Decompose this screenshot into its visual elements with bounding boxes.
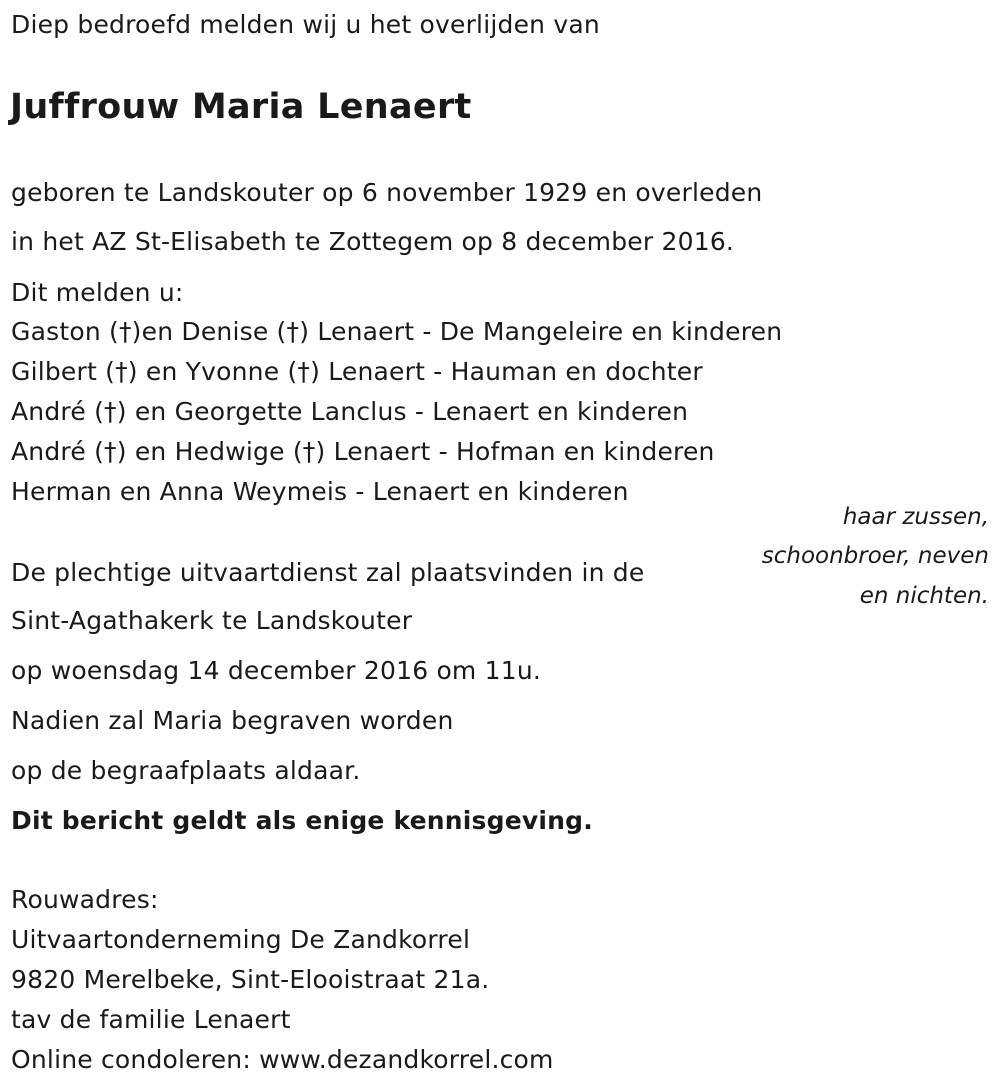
announce-label: Dit melden u: xyxy=(11,278,184,307)
relatives-note-line-1: haar zussen, xyxy=(842,504,989,530)
notice-text: Dit bericht geldt als enige kennisgeving. xyxy=(11,806,593,835)
service-line-5: op de begraafplaats aldaar. xyxy=(11,756,361,785)
relatives-note-line-3: en nichten. xyxy=(859,583,989,609)
service-line-1: De plechtige uitvaartdienst zal plaatsvinden in de xyxy=(11,558,645,587)
service-line-3: op woensdag 14 december 2016 om 11u. xyxy=(11,656,542,685)
birth-death-line-2: in het AZ St-Elisabeth te Zottegem op 8 december 2016. xyxy=(11,227,735,256)
online-condolences: Online condoleren: www.dezandkorrel.com xyxy=(11,1045,554,1074)
funeral-home-name: Uitvaartonderneming De Zandkorrel xyxy=(11,925,471,954)
address-label: Rouwadres: xyxy=(11,885,159,914)
family-line-3: André (†) en Georgette Lanclus - Lenaert en kinderen xyxy=(11,397,689,426)
relatives-note-line-2: schoonbroer, neven xyxy=(761,543,989,569)
family-attention: tav de familie Lenaert xyxy=(11,1005,291,1034)
family-line-1: Gaston (†)en Denise (†) Lenaert - De Mangeleire en kinderen xyxy=(11,317,783,346)
service-line-2: Sint-Agathakerk te Landskouter xyxy=(11,606,413,635)
deceased-name: Juffrouw Maria Lenaert xyxy=(10,87,472,127)
family-line-5: Herman en Anna Weymeis - Lenaert en kinderen xyxy=(11,477,629,506)
family-line-4: André (†) en Hedwige (†) Lenaert - Hofman en kinderen xyxy=(11,437,715,466)
intro-text: Diep bedroefd melden wij u het overlijden van xyxy=(11,10,600,39)
birth-death-line-1: geboren te Landskouter op 6 november 1929 en overleden xyxy=(11,178,763,207)
service-line-4: Nadien zal Maria begraven worden xyxy=(11,706,454,735)
family-line-2: Gilbert (†) en Yvonne (†) Lenaert - Hauman en dochter xyxy=(11,357,703,386)
funeral-home-address: 9820 Merelbeke, Sint-Elooistraat 21a. xyxy=(11,965,490,994)
